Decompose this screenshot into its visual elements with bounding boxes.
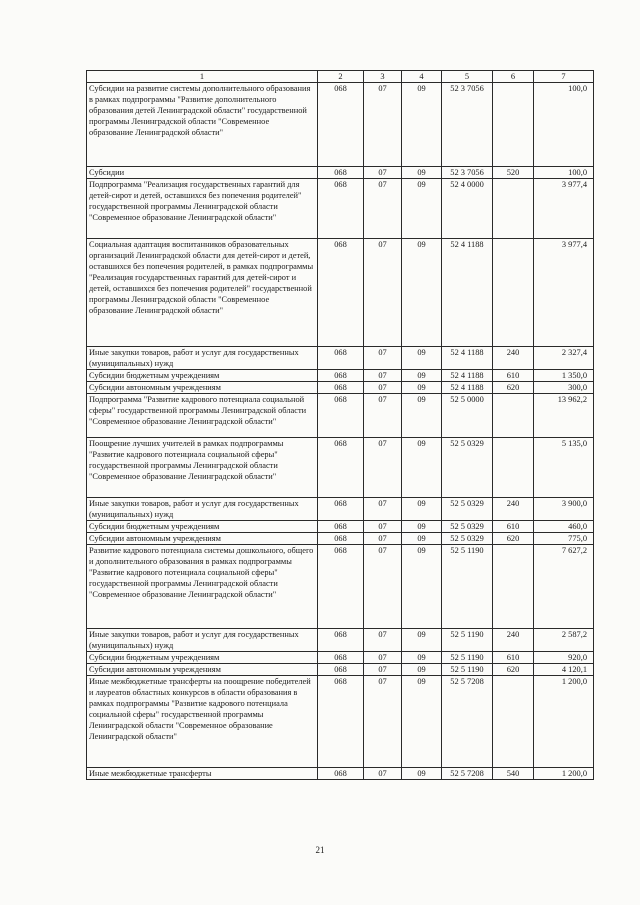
subsection-code: 09	[402, 382, 442, 394]
subsection-code: 09	[402, 239, 442, 347]
table-row	[87, 394, 594, 438]
amount: 300,0	[534, 382, 594, 394]
expense-type-code: 610	[493, 521, 534, 533]
amount: 5 135,0	[534, 438, 594, 498]
target-article-code: 52 5 1190	[442, 545, 493, 629]
row-name: Иные закупки товаров, работ и услуг для государственных (муниципальных) нужд	[87, 629, 318, 652]
expense-type-code: 610	[493, 652, 534, 664]
row-name: Подпрограмма "Реализация государственных гарантий для детей-сирот и детей, оставшихся без попечения родителей" государственной программы Ленинградской области "Современное образование Ленинградской области"	[87, 179, 318, 239]
table-row	[87, 629, 594, 652]
table-row	[87, 179, 594, 239]
section-code: 07	[364, 438, 402, 498]
expense-type-code	[493, 676, 534, 768]
expense-type-code: 520	[493, 167, 534, 179]
admin-code: 068	[318, 521, 364, 533]
table-row	[87, 521, 594, 533]
expense-type-code	[493, 438, 534, 498]
admin-code: 068	[318, 167, 364, 179]
amount: 100,0	[534, 167, 594, 179]
column-number: 4	[402, 71, 442, 83]
amount: 1 200,0	[534, 676, 594, 768]
target-article-code: 52 4 0000	[442, 179, 493, 239]
table-row	[87, 347, 594, 370]
column-number: 2	[318, 71, 364, 83]
admin-code: 068	[318, 347, 364, 370]
subsection-code: 09	[402, 179, 442, 239]
subsection-code: 09	[402, 664, 442, 676]
amount: 2 327,4	[534, 347, 594, 370]
section-code: 07	[364, 629, 402, 652]
amount: 775,0	[534, 533, 594, 545]
subsection-code: 09	[402, 533, 442, 545]
expense-type-code: 540	[493, 768, 534, 780]
subsection-code: 09	[402, 521, 442, 533]
expense-type-code: 240	[493, 629, 534, 652]
amount: 7 627,2	[534, 545, 594, 629]
section-code: 07	[364, 533, 402, 545]
table-row	[87, 370, 594, 382]
expense-type-code: 620	[493, 664, 534, 676]
section-code: 07	[364, 652, 402, 664]
section-code: 07	[364, 239, 402, 347]
row-name: Субсидии на развитие системы дополнительного образования в рамках подпрограммы "Развитие дополнительного образования детей Ленинградской области" государственной программы Ленинградской области "Современное образование Ленинградской области"	[87, 83, 318, 167]
admin-code: 068	[318, 652, 364, 664]
admin-code: 068	[318, 498, 364, 521]
table-row	[87, 664, 594, 676]
row-name: Субсидии бюджетным учреждениям	[87, 521, 318, 533]
subsection-code: 09	[402, 347, 442, 370]
section-code: 07	[364, 521, 402, 533]
admin-code: 068	[318, 370, 364, 382]
table-row	[87, 498, 594, 521]
section-code: 07	[364, 676, 402, 768]
expense-type-code	[493, 179, 534, 239]
row-name: Иные межбюджетные трансферты	[87, 768, 318, 780]
table-row	[87, 167, 594, 179]
target-article-code: 52 5 1190	[442, 664, 493, 676]
row-name: Подпрограмма "Развитие кадрового потенциала социальной сферы" государственной программы Ленинградской области "Современное образование Ленинградской области"	[87, 394, 318, 438]
admin-code: 068	[318, 179, 364, 239]
target-article-code: 52 5 0329	[442, 438, 493, 498]
row-name: Субсидии автономным учреждениям	[87, 382, 318, 394]
column-number: 7	[534, 71, 594, 83]
table-row	[87, 533, 594, 545]
section-code: 07	[364, 545, 402, 629]
section-code: 07	[364, 347, 402, 370]
row-name: Субсидии автономным учреждениям	[87, 533, 318, 545]
table-body	[87, 83, 594, 780]
subsection-code: 09	[402, 438, 442, 498]
amount: 460,0	[534, 521, 594, 533]
amount: 920,0	[534, 652, 594, 664]
row-name: Иные закупки товаров, работ и услуг для государственных (муниципальных) нужд	[87, 347, 318, 370]
table-row	[87, 239, 594, 347]
target-article-code: 52 5 7208	[442, 676, 493, 768]
subsection-code: 09	[402, 676, 442, 768]
admin-code: 068	[318, 676, 364, 768]
admin-code: 068	[318, 239, 364, 347]
expense-type-code: 620	[493, 533, 534, 545]
target-article-code: 52 5 0000	[442, 394, 493, 438]
column-number: 1	[87, 71, 318, 83]
table-row	[87, 545, 594, 629]
subsection-code: 09	[402, 83, 442, 167]
table-row	[87, 768, 594, 780]
expense-type-code: 610	[493, 370, 534, 382]
admin-code: 068	[318, 533, 364, 545]
expense-type-code	[493, 239, 534, 347]
target-article-code: 52 5 0329	[442, 498, 493, 521]
target-article-code: 52 3 7056	[442, 167, 493, 179]
target-article-code: 52 5 0329	[442, 521, 493, 533]
admin-code: 068	[318, 629, 364, 652]
subsection-code: 09	[402, 498, 442, 521]
admin-code: 068	[318, 382, 364, 394]
section-code: 07	[364, 394, 402, 438]
target-article-code: 52 5 7208	[442, 768, 493, 780]
amount: 4 120,1	[534, 664, 594, 676]
expense-type-code: 620	[493, 382, 534, 394]
subsection-code: 09	[402, 394, 442, 438]
admin-code: 068	[318, 768, 364, 780]
budget-table	[86, 70, 594, 780]
section-code: 07	[364, 83, 402, 167]
section-code: 07	[364, 179, 402, 239]
table-row	[87, 676, 594, 768]
expense-type-code: 240	[493, 498, 534, 521]
amount: 2 587,2	[534, 629, 594, 652]
section-code: 07	[364, 167, 402, 179]
column-number: 3	[364, 71, 402, 83]
row-name: Иные межбюджетные трансферты на поощрение победителей и лауреатов областных конкурсов в области образования в рамках подпрограммы "Развитие кадрового потенциала социальной сферы" государственной программы Ленинградской области "Современное образование Ленинградской области"	[87, 676, 318, 768]
admin-code: 068	[318, 545, 364, 629]
admin-code: 068	[318, 83, 364, 167]
target-article-code: 52 3 7056	[442, 83, 493, 167]
expense-type-code	[493, 394, 534, 438]
row-name: Иные закупки товаров, работ и услуг для государственных (муниципальных) нужд	[87, 498, 318, 521]
amount: 100,0	[534, 83, 594, 167]
admin-code: 068	[318, 394, 364, 438]
table-row	[87, 652, 594, 664]
subsection-code: 09	[402, 545, 442, 629]
row-name: Социальная адаптация воспитанников образовательных организаций Ленинградской области для детей-сирот и детей, оставшихся без попечения родителей, в рамках подпрограммы "Реализация государственных гарантий для детей-сирот и детей, оставшихся без попечения родителей" государственной программы Ленинградской области "Современное образование Ленинградской области"	[87, 239, 318, 347]
table-row	[87, 438, 594, 498]
expense-type-code: 240	[493, 347, 534, 370]
subsection-code: 09	[402, 370, 442, 382]
amount: 13 962,2	[534, 394, 594, 438]
target-article-code: 52 4 1188	[442, 239, 493, 347]
subsection-code: 09	[402, 167, 442, 179]
table-row	[87, 83, 594, 167]
subsection-code: 09	[402, 652, 442, 664]
expense-type-code	[493, 545, 534, 629]
row-name: Субсидии бюджетным учреждениям	[87, 652, 318, 664]
row-name: Субсидии автономным учреждениям	[87, 664, 318, 676]
target-article-code: 52 5 1190	[442, 652, 493, 664]
target-article-code: 52 4 1188	[442, 382, 493, 394]
page-number: 21	[315, 845, 325, 855]
amount: 3 977,4	[534, 239, 594, 347]
admin-code: 068	[318, 438, 364, 498]
section-code: 07	[364, 370, 402, 382]
amount: 1 200,0	[534, 768, 594, 780]
table-row	[87, 382, 594, 394]
column-number: 6	[493, 71, 534, 83]
section-code: 07	[364, 382, 402, 394]
target-article-code: 52 4 1188	[442, 370, 493, 382]
row-name: Субсидии	[87, 167, 318, 179]
row-name: Развитие кадрового потенциала системы дошкольного, общего и дополнительного образования в рамках подпрограммы "Развитие кадрового потенциала социальной сферы" государственной программы Ленинградской области "Современное образование Ленинградской области"	[87, 545, 318, 629]
section-code: 07	[364, 498, 402, 521]
subsection-code: 09	[402, 768, 442, 780]
column-number: 5	[442, 71, 493, 83]
column-number-row	[87, 71, 594, 83]
amount: 3 977,4	[534, 179, 594, 239]
target-article-code: 52 4 1188	[442, 347, 493, 370]
expense-type-code	[493, 83, 534, 167]
subsection-code: 09	[402, 629, 442, 652]
admin-code: 068	[318, 664, 364, 676]
amount: 1 350,0	[534, 370, 594, 382]
amount: 3 900,0	[534, 498, 594, 521]
section-code: 07	[364, 664, 402, 676]
target-article-code: 52 5 1190	[442, 629, 493, 652]
row-name: Субсидии бюджетным учреждениям	[87, 370, 318, 382]
row-name: Поощрение лучших учителей в рамках подпрограммы "Развитие кадрового потенциала социальной сферы" государственной программы Ленинградской области "Современное образование Ленинградской области"	[87, 438, 318, 498]
section-code: 07	[364, 768, 402, 780]
target-article-code: 52 5 0329	[442, 533, 493, 545]
